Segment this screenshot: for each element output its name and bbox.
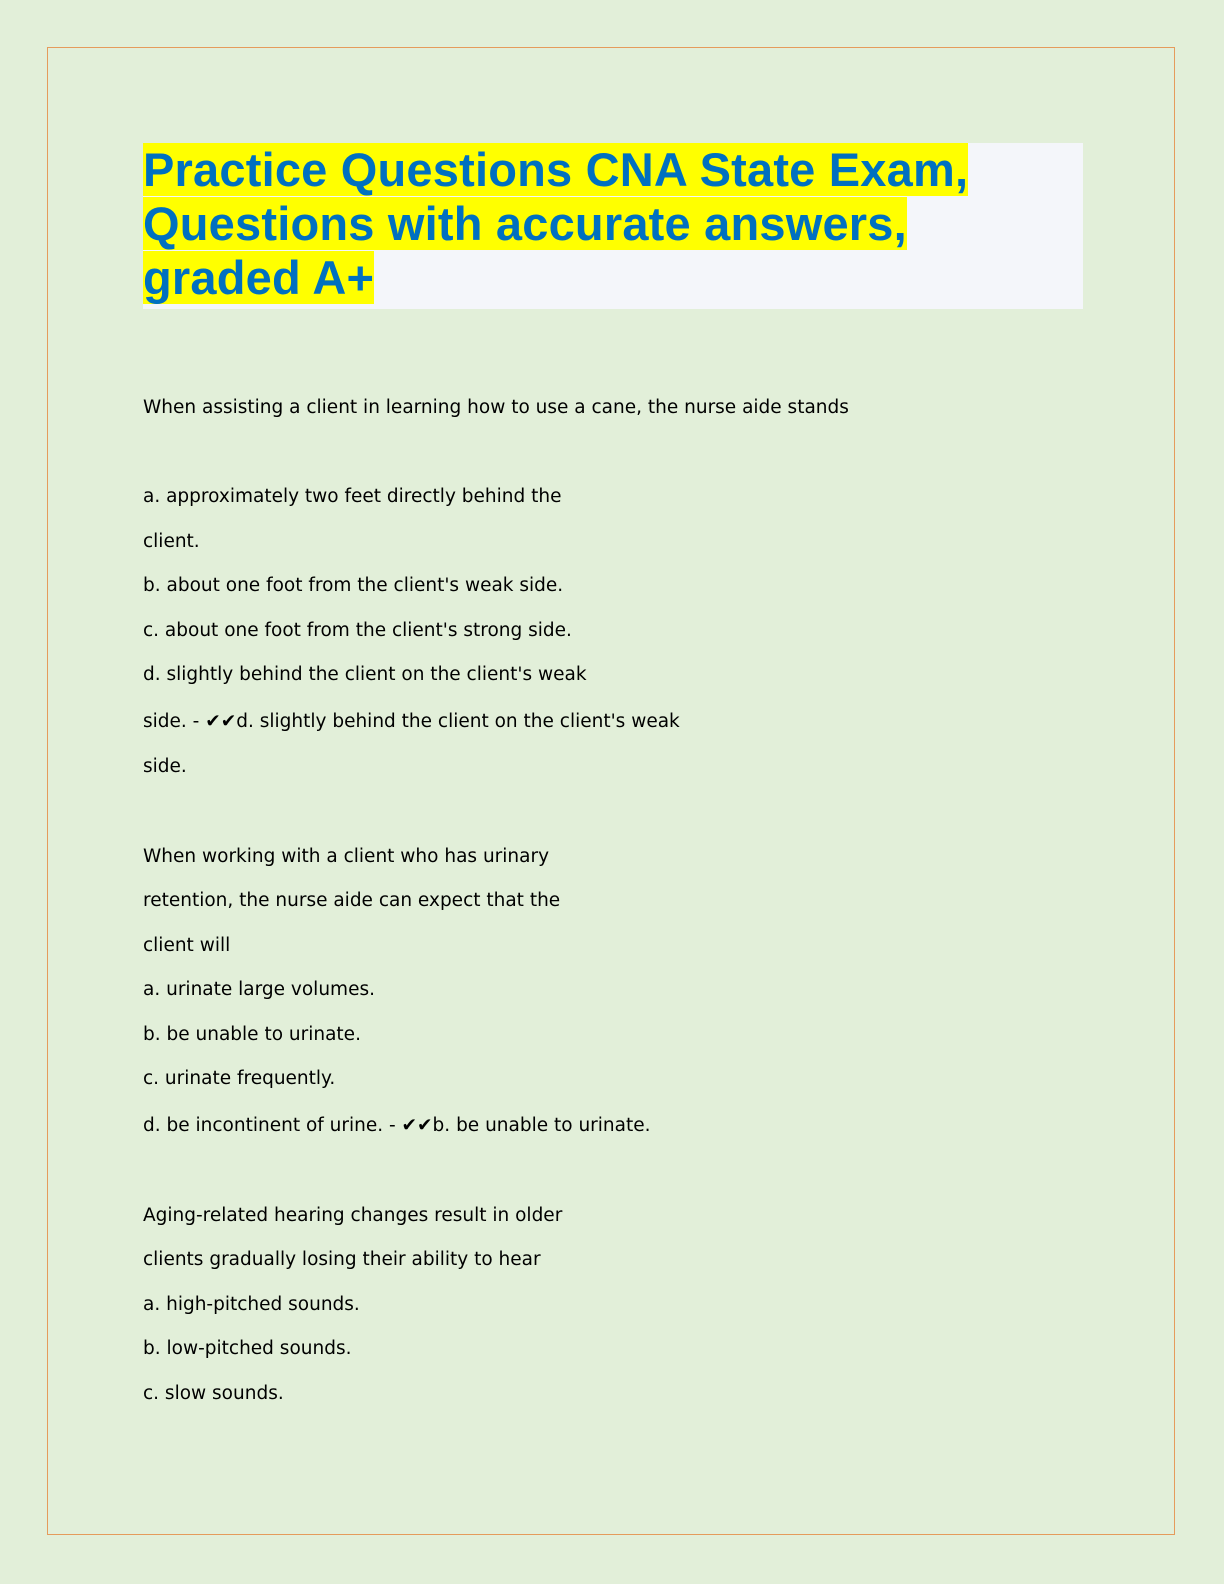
question-2-answer: d. be incontinent of urine. - ✔✔b. be unable to urinate.: [143, 1115, 651, 1136]
question-1-answer: side. - ✔✔d. slightly behind the client on the client's weak: [143, 711, 680, 732]
question-1-option-b: b. about one foot from the client's weak side.: [143, 575, 564, 596]
question-3-stem: Aging-related hearing changes result in older: [143, 1205, 563, 1226]
question-2-stem-cont: retention, the nurse aide can expect that the: [143, 890, 561, 911]
title-line: Questions with accurate answers,: [143, 197, 907, 250]
question-1-option-c: c. about one foot from the client's strong side.: [143, 620, 572, 641]
question-2-option-b: b. be unable to urinate.: [143, 1024, 361, 1045]
title-line: graded A+: [143, 251, 375, 304]
title-line: Practice Questions CNA State Exam,: [143, 143, 969, 196]
question-2-option-c: c. urinate frequently.: [143, 1068, 336, 1089]
question-3-stem-cont: clients gradually losing their ability to hear: [143, 1249, 541, 1270]
question-1-option-a-cont: client.: [143, 531, 200, 552]
document-title: [143, 143, 1083, 309]
question-1-option-a: a. approximately two feet directly behind the: [143, 486, 562, 507]
question-3-option-c: c. slow sounds.: [143, 1383, 284, 1404]
question-3-option-a: a. high-pitched sounds.: [143, 1294, 360, 1315]
question-1-stem: When assisting a client in learning how to use a cane, the nurse aide stands: [143, 397, 849, 418]
question-3-option-b: b. low-pitched sounds.: [143, 1338, 352, 1359]
question-2-stem: When working with a client who has urinary: [143, 846, 550, 867]
question-2-option-a: a. urinate large volumes.: [143, 979, 375, 1000]
question-2-stem-cont: client will: [143, 935, 231, 956]
question-1-option-d: d. slightly behind the client on the client's weak: [143, 664, 587, 685]
question-1-answer-cont: side.: [143, 756, 187, 777]
